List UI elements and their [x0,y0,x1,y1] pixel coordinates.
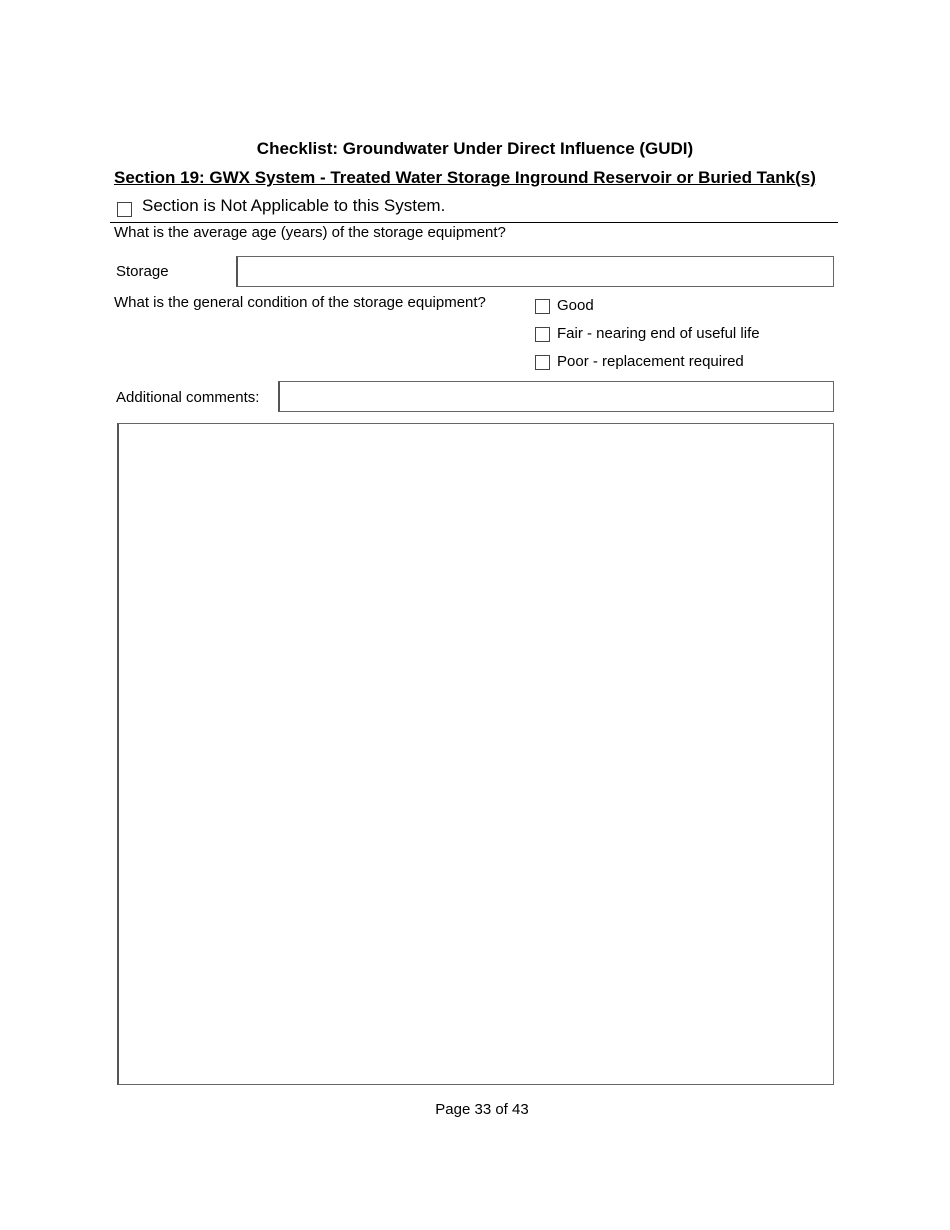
not-applicable-label: Section is Not Applicable to this System. [142,196,446,215]
storage-age-input[interactable] [236,256,834,287]
condition-good-checkbox[interactable] [535,299,550,314]
section-title: Section 19: GWX System - Treated Water Storage Inground Reservoir or Buried Tank(s) [114,168,816,187]
document-title: Checklist: Groundwater Under Direct Influence (GUDI) [256,139,694,158]
additional-comments-input[interactable] [278,381,834,412]
comments-text-area[interactable] [117,423,834,1085]
question-average-age: What is the average age (years) of the storage equipment? [114,224,506,241]
condition-fair-checkbox[interactable] [535,327,550,342]
storage-label: Storage [116,263,169,280]
condition-poor-checkbox[interactable] [535,355,550,370]
not-applicable-checkbox[interactable] [117,202,132,217]
additional-comments-label: Additional comments: [116,389,260,406]
condition-fair-label: Fair - nearing end of useful life [557,325,760,342]
question-general-condition: What is the general condition of the storage equipment? [114,294,486,311]
condition-poor-label: Poor - replacement required [557,353,744,370]
page-number: Page 33 of 43 [435,1101,529,1118]
section-divider [110,222,838,223]
condition-good-label: Good [557,297,594,314]
